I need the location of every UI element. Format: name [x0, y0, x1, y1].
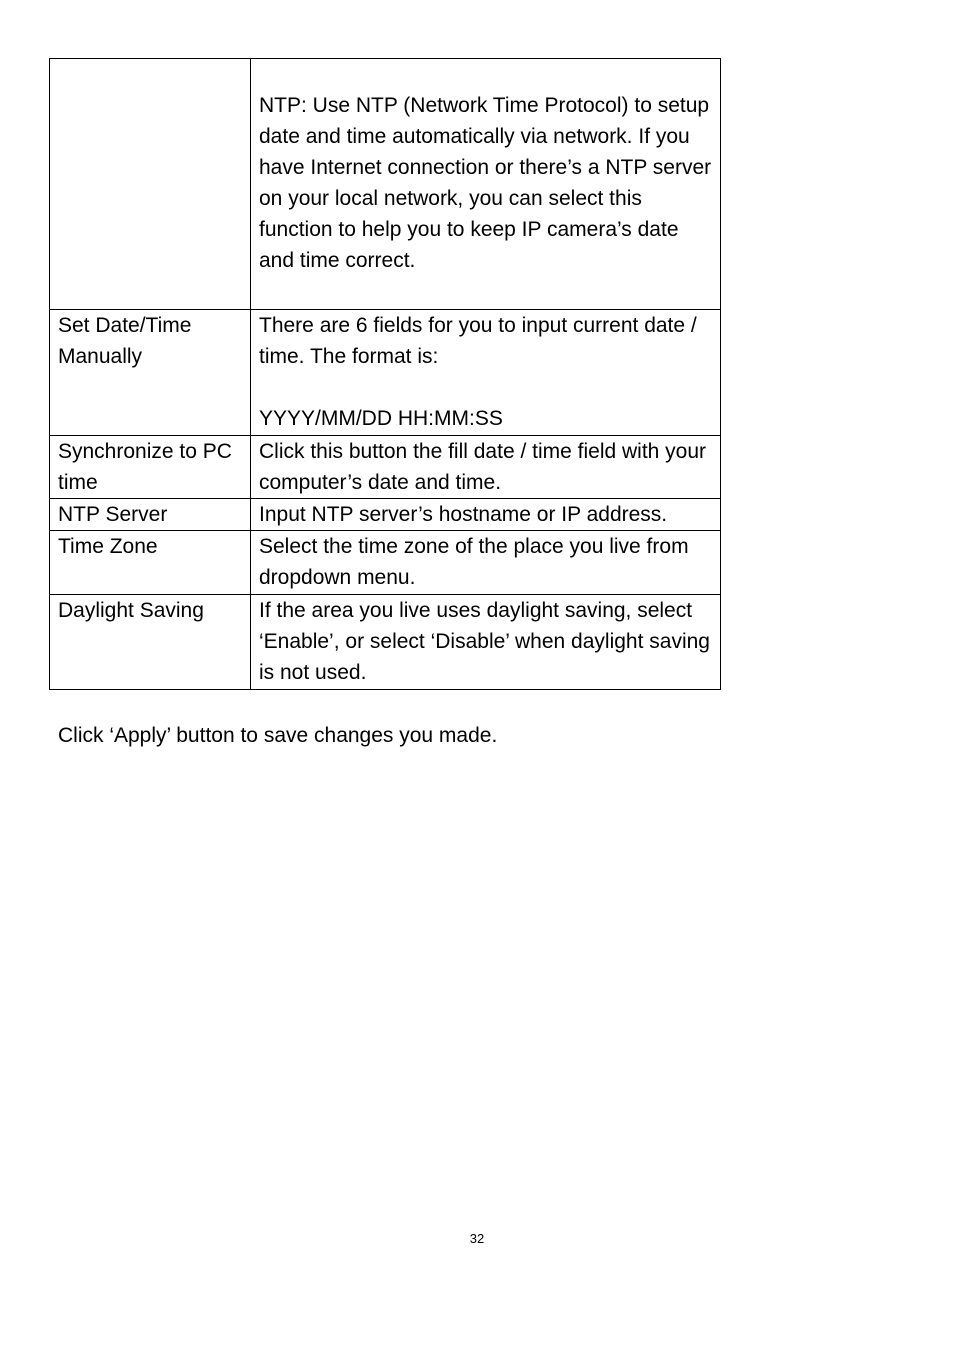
table-cell-label	[50, 59, 251, 310]
table-row-synchronize-to-pc-time	[50, 436, 721, 499]
table-cell-description	[251, 59, 721, 310]
table-row-ntp	[50, 59, 721, 310]
page-number: 32	[469, 1231, 485, 1246]
table-row-time-zone	[50, 531, 721, 595]
date-time-format-text: YYYY/MM/DD HH:MM:SS	[259, 407, 503, 430]
apply-instruction-text: Click ‘Apply’ button to save changes you made.	[58, 724, 498, 747]
table-cell-description	[251, 310, 721, 436]
table-cell-description: Input NTP server’s hostname or IP address.	[251, 499, 721, 531]
table-cell-description: Click this button the fill date / time field with your computer’s date and time.	[251, 436, 721, 499]
table-cell-label: Set Date/Time Manually	[50, 310, 251, 436]
table-cell-description: Select the time zone of the place you live from dropdown menu.	[251, 531, 721, 595]
table-row-daylight-saving	[50, 595, 721, 690]
table-cell-label: Daylight Saving	[50, 595, 251, 690]
manual-description-text: There are 6 fields for you to input current date / time. The format is:	[259, 314, 697, 368]
table-cell-description: If the area you live uses daylight saving, select ‘Enable’, or select ‘Disable’ when daylight saving is not used.	[251, 595, 721, 690]
table-cell-label: Synchronize to PC time	[50, 436, 251, 499]
table-row-ntp-server	[50, 499, 721, 531]
settings-description-table	[49, 58, 721, 690]
table-row-set-date-time-manually	[50, 310, 721, 436]
table-cell-label: Time Zone	[50, 531, 251, 595]
ntp-description-text: NTP: Use NTP (Network Time Protocol) to setup date and time automatically via network. If you have Internet connection or there’s a NTP server on your local network, you can select this function to help you to keep IP camera’s date and time correct.	[259, 94, 712, 272]
table-cell-label: NTP Server	[50, 499, 251, 531]
